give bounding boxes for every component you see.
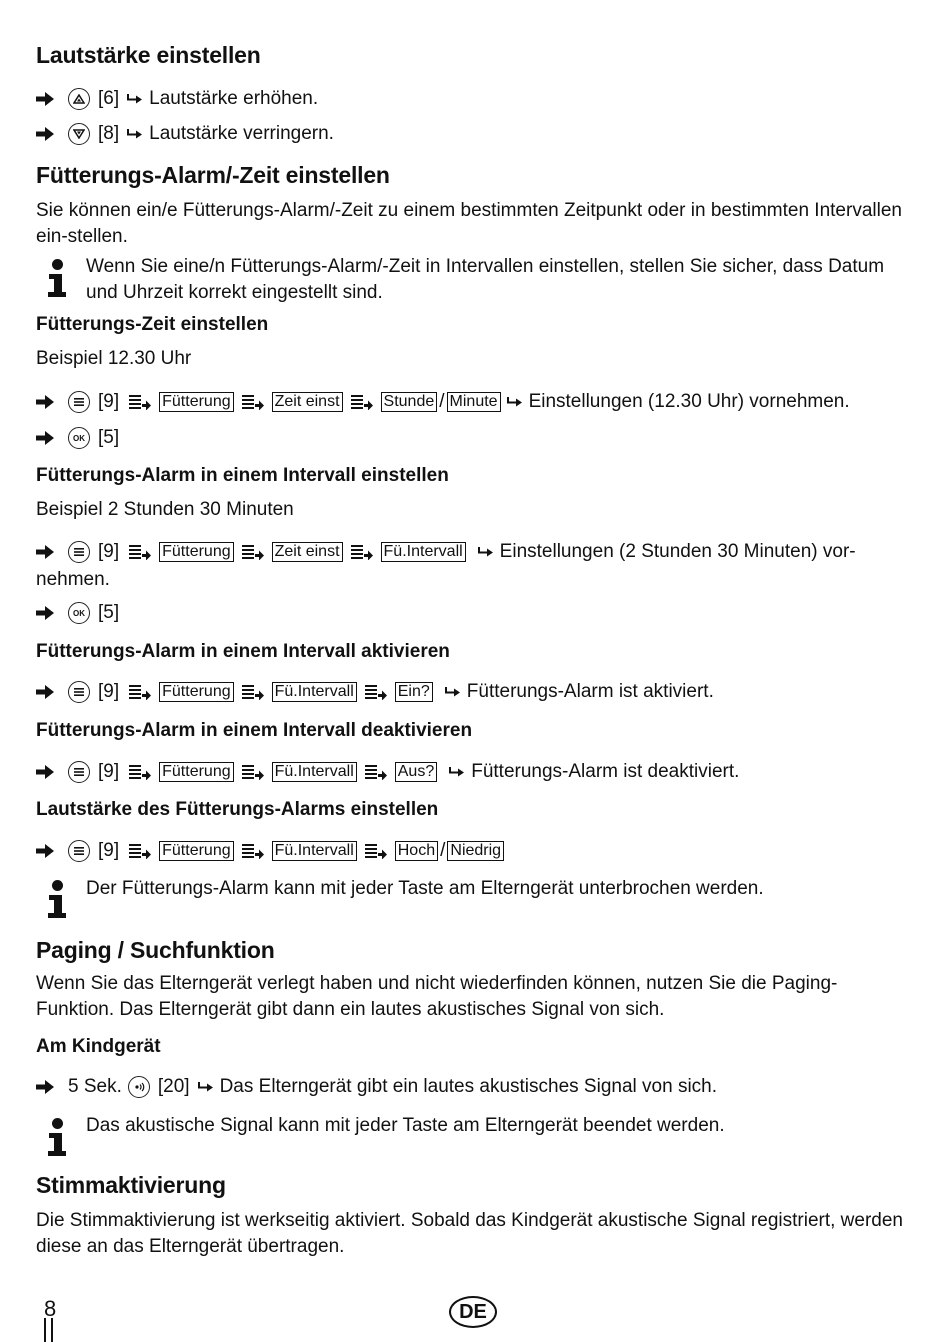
menu-box: Fütterung	[159, 392, 233, 412]
button-ref: [20]	[157, 1076, 190, 1097]
menu-arrow-icon	[351, 394, 373, 410]
step-set-time	[36, 388, 850, 416]
subsection-title-set-interval: Fütterungs-Alarm in einem Intervall einstellen	[36, 465, 449, 486]
button-ref: [9]	[98, 840, 120, 861]
menu-arrow-icon	[242, 684, 264, 700]
menu-box: Fütterung	[159, 762, 233, 782]
menu-arrow-icon	[242, 764, 264, 780]
step-text: Fütterungs-Alarm ist aktiviert.	[466, 681, 714, 702]
menu-arrow-icon	[365, 764, 387, 780]
info-icon	[46, 259, 68, 305]
result-arrow-icon	[449, 767, 465, 777]
step-activate	[36, 678, 714, 706]
menu-arrow-icon	[129, 843, 151, 859]
subsection-title-alarm-volume: Lautstärke des Fütterungs-Alarms einstellen	[36, 799, 439, 820]
step-arrow-icon	[36, 844, 54, 858]
step-paging	[36, 1073, 717, 1101]
menu-box: Zeit einst	[272, 392, 343, 412]
menu-button-icon	[68, 681, 90, 703]
step-arrow-icon	[36, 606, 54, 620]
page-number: 8	[44, 1296, 57, 1321]
step-alarm-volume	[36, 837, 510, 865]
paging-button-icon	[128, 1076, 150, 1098]
step-text: Lautstärke erhöhen.	[149, 88, 319, 109]
step-arrow-icon	[36, 127, 54, 141]
step-set-time-ok	[36, 424, 127, 452]
menu-button-icon	[68, 541, 90, 563]
step-arrow-icon	[36, 545, 54, 559]
button-ref: [6]	[98, 88, 120, 109]
example-text: Beispiel 12.30 Uhr	[36, 348, 192, 369]
button-ref: [8]	[98, 123, 120, 144]
menu-box: Minute	[447, 392, 501, 412]
result-arrow-icon	[507, 397, 523, 407]
paging-intro: Wenn Sie das Elterngerät verlegt haben und nicht wiederfinden können, nutzen Sie die Paging-Funktion. Das Elterngerät gibt dann ein lautes akustisches Signal von sich.	[36, 973, 838, 1020]
menu-box: Fütterung	[159, 841, 233, 861]
menu-box: Fü.Intervall	[272, 841, 357, 861]
step-text: Einstellungen (2 Stunden 30 Minuten) vor-	[499, 541, 856, 562]
step-text: Das Elterngerät gibt ein lautes akustisches Signal von sich.	[219, 1076, 718, 1097]
menu-arrow-icon	[365, 843, 387, 859]
page-marker	[44, 1318, 53, 1342]
example-text: Beispiel 2 Stunden 30 Minuten	[36, 499, 294, 520]
menu-box: Aus?	[395, 762, 437, 782]
menu-box: Niedrig	[447, 841, 504, 861]
menu-arrow-icon	[351, 544, 373, 560]
menu-arrow-icon	[242, 544, 264, 560]
menu-arrow-icon	[129, 394, 151, 410]
subsection-title-activate: Fütterungs-Alarm in einem Intervall aktivieren	[36, 641, 450, 662]
step-text: Einstellungen (12.30 Uhr) vornehmen.	[528, 391, 850, 412]
button-ref: [9]	[98, 761, 120, 782]
result-arrow-icon	[198, 1082, 214, 1092]
button-ref: [5]	[98, 427, 120, 448]
info-text: Das akustische Signal kann mit jeder Taste am Elterngerät beendet werden.	[86, 1115, 725, 1136]
ok-button-icon: OK	[68, 602, 90, 624]
menu-button-icon	[68, 840, 90, 862]
step-arrow-icon	[36, 765, 54, 779]
menu-arrow-icon	[129, 544, 151, 560]
step-volume-down	[36, 120, 334, 148]
down-button-icon	[68, 123, 90, 145]
info-text: Der Fütterungs-Alarm kann mit jeder Taste am Elterngerät unterbrochen werden.	[86, 878, 764, 899]
menu-arrow-icon	[365, 684, 387, 700]
step-arrow-icon	[36, 1080, 54, 1094]
result-arrow-icon	[127, 129, 143, 139]
button-ref: [5]	[98, 602, 120, 623]
step-prefix: 5 Sek.	[68, 1076, 122, 1097]
step-text-continued: nehmen.	[36, 569, 110, 590]
section-title-voice: Stimmaktivierung	[36, 1172, 226, 1198]
ok-button-icon: OK	[68, 427, 90, 449]
menu-box: Hoch	[395, 841, 438, 861]
result-arrow-icon	[478, 547, 494, 557]
button-ref: [9]	[98, 681, 120, 702]
up-button-icon	[68, 88, 90, 110]
section-title-volume: Lautstärke einstellen	[36, 42, 261, 68]
menu-box: Fütterung	[159, 542, 233, 562]
menu-button-icon	[68, 761, 90, 783]
section-title-paging: Paging / Suchfunktion	[36, 937, 275, 963]
step-text: Lautstärke verringern.	[149, 123, 334, 144]
menu-arrow-icon	[242, 394, 264, 410]
step-arrow-icon	[36, 395, 54, 409]
menu-box: Fü.Intervall	[272, 762, 357, 782]
info-icon	[46, 880, 68, 926]
step-volume-up	[36, 85, 318, 113]
menu-box: Fü.Intervall	[272, 682, 357, 702]
menu-arrow-icon	[129, 684, 151, 700]
info-text: Wenn Sie eine/n Fütterungs-Alarm/-Zeit in Intervallen einstellen, stellen Sie sicher, dass Datum und Uhrzeit korrekt eingestellt sind.	[86, 256, 885, 303]
menu-box: Fütterung	[159, 682, 233, 702]
button-ref: [9]	[98, 391, 120, 412]
menu-box: Fü.Intervall	[381, 542, 466, 562]
step-arrow-icon	[36, 92, 54, 106]
menu-box: Stunde	[381, 392, 438, 412]
menu-button-icon	[68, 391, 90, 413]
subsection-title-child-unit: Am Kindgerät	[36, 1036, 161, 1057]
feeding-intro: Sie können ein/e Fütterungs-Alarm/-Zeit zu einem bestimmten Zeitpunkt oder in bestimmten Intervallen ein-stellen.	[36, 200, 902, 247]
step-arrow-icon	[36, 685, 54, 699]
language-badge: DE	[449, 1296, 497, 1328]
step-text: Fütterungs-Alarm ist deaktiviert.	[471, 761, 740, 782]
slash-separator: /	[439, 391, 445, 412]
step-set-interval-ok	[36, 599, 127, 627]
slash-separator: /	[440, 840, 446, 861]
menu-box: Ein?	[395, 682, 433, 702]
menu-arrow-icon	[129, 764, 151, 780]
step-set-interval	[36, 538, 856, 566]
menu-arrow-icon	[242, 843, 264, 859]
menu-box: Zeit einst	[272, 542, 343, 562]
step-arrow-icon	[36, 431, 54, 445]
subsection-title-deactivate: Fütterungs-Alarm in einem Intervall deaktivieren	[36, 720, 473, 741]
step-deactivate	[36, 758, 739, 786]
section-title-feeding: Fütterungs-Alarm/-Zeit einstellen	[36, 162, 390, 188]
result-arrow-icon	[127, 94, 143, 104]
voice-text: Die Stimmaktivierung ist werkseitig aktiviert. Sobald das Kindgerät akustische Signal registriert, werden diese an das Elterngerät übertragen.	[36, 1210, 903, 1257]
button-ref: [9]	[98, 541, 120, 562]
info-icon	[46, 1118, 68, 1164]
result-arrow-icon	[445, 687, 461, 697]
subsection-title-set-time: Fütterungs-Zeit einstellen	[36, 314, 269, 335]
